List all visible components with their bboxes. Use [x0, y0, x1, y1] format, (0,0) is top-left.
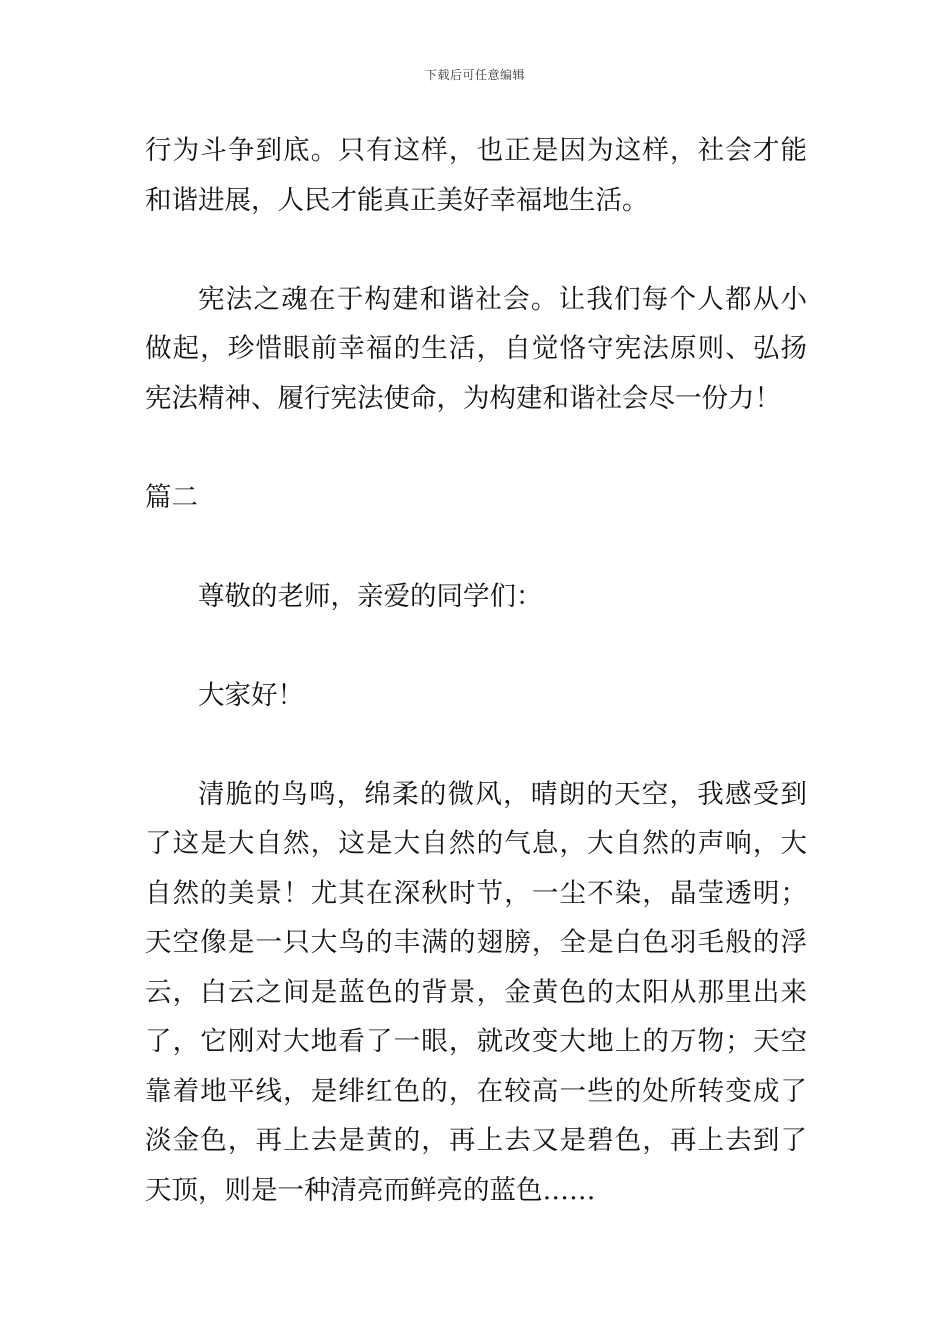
hello-line: 大家好！: [198, 679, 304, 711]
page-header-note: 下载后可任意编辑: [424, 68, 525, 82]
section-title: 篇二: [145, 481, 198, 513]
paragraph-nature: 清脆的鸟鸣，绵柔的微风，晴朗的天空，我感受到了这是大自然，这是大自然的气息，大自然的声响，大自然的美景！尤其在深秋时节，一尘不染，晶莹透明；天空像是一只大鸟的丰满的翅膀，全是白色羽毛般的浮云，白云之间是蓝色的背景，金黄色的太阳从那里出来了，它刚对大地看了一眼，就改变大地上的万物；天空靠着地平线，是绯红色的，在较高一些的处所转变成了淡金色，再上去是黄的，再上去又是碧色，再上去到了天顶，则是一种清亮而鲜亮的蓝色……: [145, 778, 807, 1206]
greeting-line: 尊敬的老师，亲爱的同学们：: [198, 580, 543, 612]
document-body: [145, 126, 807, 1215]
paragraph-continuation: 行为斗争到底。只有这样，也正是因为这样，社会才能和谐进展，人民才能真正美好幸福地生活。: [145, 135, 807, 216]
paragraph-constitution: 宪法之魂在于构建和谐社会。让我们每个人都从小做起，珍惜眼前幸福的生活，自觉恪守宪法原则、弘扬宪法精神、履行宪法使命，为构建和谐社会尽一份力！: [145, 283, 807, 414]
